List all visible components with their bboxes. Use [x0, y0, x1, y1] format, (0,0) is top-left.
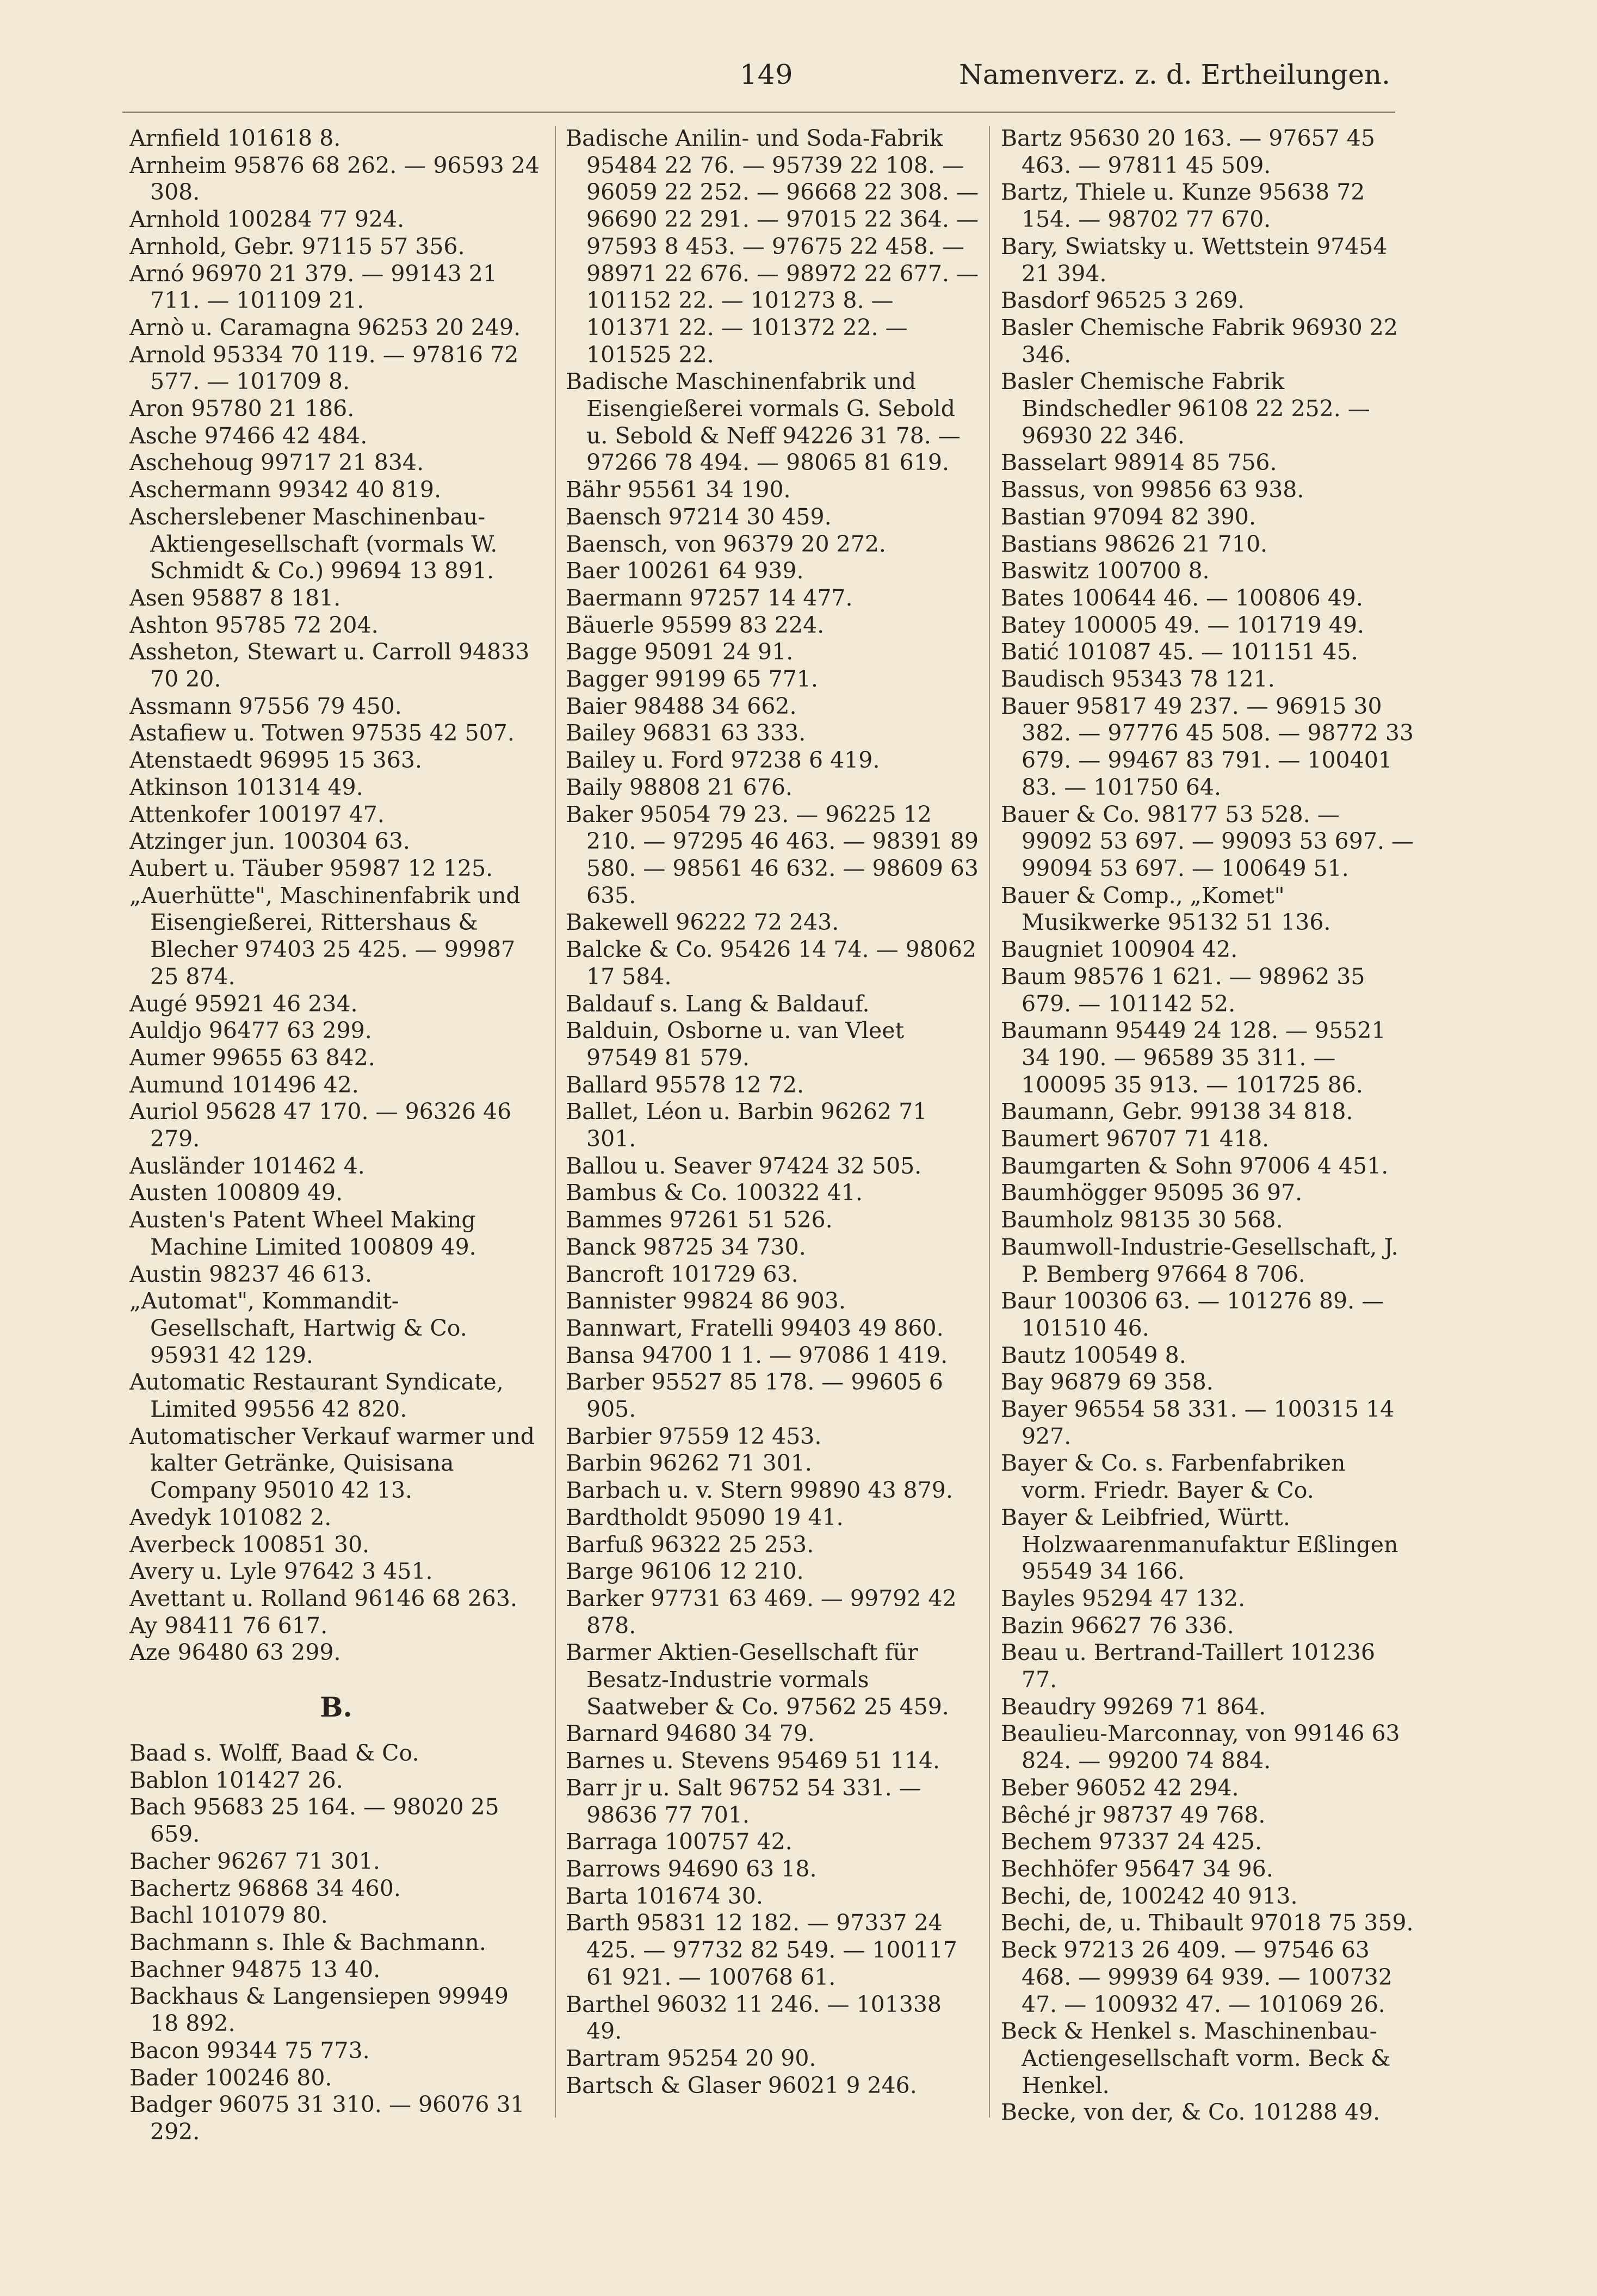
index-entry: Badische Anilin- und Soda-Fabrik 95484 22 76. — 95739 22 108. — 96059 22 252. — 96668 22 308. — 96690 22 291. — 97015 22 364. — 97593 8 453. — 97675 22 458. — 98971 22 676. — 98972 22 677. — 101152 22. — 101273 8. — 101371 22. — 101372 22. — 101525 22. [566, 125, 986, 368]
index-entry: Badger 96075 31 310. — 96076 31 292. [129, 2091, 532, 2145]
index-entry: Bartz, Thiele u. Kunze 95638 72 154. — 98702 77 670. [1001, 179, 1372, 233]
index-entry: Bechi, de, u. Thibault 97018 75 359. [1001, 1910, 1414, 1936]
index-entry: Assheton, Stewart u. Carroll 94833 70 20. [129, 639, 537, 693]
index-entry: Austin 98237 46 613. [129, 1261, 373, 1287]
index-entry: Auriol 95628 47 170. — 96326 46 279. [129, 1098, 519, 1152]
index-entry: Bachl 101079 80. [129, 1902, 328, 1929]
index-entry: Asche 97466 42 484. [129, 422, 368, 449]
index-entry: Barthel 96032 11 246. — 101338 49. [566, 1991, 949, 2045]
index-entry: Bacher 96267 71 301. [129, 1848, 380, 1874]
index-entry: Bastians 98626 21 710. [1001, 530, 1268, 557]
index-entry: Ballet, Léon u. Barbin 96262 71 301. [566, 1098, 934, 1152]
column-divider [555, 126, 556, 2118]
index-entry: Arnò u. Caramagna 96253 20 249. [129, 314, 521, 341]
index-entry: Baensch 97214 30 459. [566, 503, 832, 530]
running-head: Namenverz. z. d. Ertheilungen. [959, 59, 1390, 90]
index-entry: Bakewell 96222 72 243. [566, 909, 839, 936]
index-entry: Barker 97731 63 469. — 99792 42 878. [566, 1585, 964, 1639]
index-entry: Bay 96879 69 358. [1001, 1369, 1214, 1396]
index-entry: Bardtholdt 95090 19 41. [566, 1504, 844, 1530]
index-entry: Bazin 96627 76 336. [1001, 1612, 1234, 1639]
index-entry: Arnold 95334 70 119. — 97816 72 577. — 101709 8. [129, 341, 526, 395]
index-entry: Attenkofer 100197 47. [129, 801, 385, 828]
index-entry: Baad s. Wolff, Baad & Co. [129, 1740, 419, 1767]
index-entry: Aron 95780 21 186. [129, 396, 355, 422]
index-entry: Bartsch & Glaser 96021 9 246. [566, 2072, 917, 2099]
index-entry: Bautz 100549 8. [1001, 1342, 1186, 1368]
index-entry: Becke, von der, & Co. 101288 49. [1001, 2099, 1381, 2126]
index-entry: Augé 95921 46 234. [129, 990, 358, 1017]
index-entry: Ballou u. Seaver 97424 32 505. [566, 1152, 922, 1179]
index-entry: Baumhögger 95095 36 97. [1001, 1180, 1303, 1206]
index-entry: Balcke & Co. 95426 14 74. — 98062 17 584. [566, 936, 984, 990]
index-entry: Barge 96106 12 210. [566, 1558, 804, 1585]
header-rule [122, 112, 1395, 113]
index-entry: Baldauf s. Lang & Baldauf. [566, 990, 870, 1017]
index-entry: Barfuß 96322 25 253. [566, 1531, 814, 1558]
index-entry: Baer 100261 64 939. [566, 558, 804, 584]
index-entry: Bauer & Co. 98177 53 528. — 99092 53 697. — 99093 53 697. — 99094 53 697. — 100649 51. [1001, 801, 1421, 881]
index-entry: Baier 98488 34 662. [566, 693, 797, 719]
index-entry: Bayer & Leibfried, Württ. Holzwaarenmanufaktur Eßlingen 95549 34 166. [1001, 1504, 1406, 1585]
index-entry: Bary, Swiatsky u. Wettstein 97454 21 394. [1001, 233, 1395, 287]
index-entry: „Automat", Kommandit-Gesellschaft, Hartwig & Co. 95931 42 129. [129, 1288, 474, 1368]
index-entry: Beck 97213 26 409. — 97546 63 468. — 99939 64 939. — 100732 47. — 100932 47. — 101069 26. [1001, 1937, 1400, 2017]
index-entry: Bailey u. Ford 97238 6 419. [566, 747, 880, 774]
index-entry: Baugniet 100904 42. [1001, 936, 1238, 963]
index-entry: Beaulieu-Marconnay, von 99146 63 824. — 99200 74 884. [1001, 1720, 1407, 1774]
index-entry: Baermann 97257 14 477. [566, 584, 853, 611]
index-entry: Bechem 97337 24 425. [1001, 1829, 1262, 1855]
index-entry: Bachner 94875 13 40. [129, 1956, 381, 1983]
index-entry: Barbier 97559 12 453. [566, 1423, 822, 1449]
index-entry: Bauer & Comp., „Komet" Musikwerke 95132 51 136. [1001, 882, 1331, 936]
index-entry: Bartram 95254 20 90. [566, 2045, 816, 2071]
index-entry: Bambus & Co. 100322 41. [566, 1180, 863, 1206]
index-entry: Avedyk 101082 2. [129, 1504, 332, 1530]
index-entry: Avettant u. Rolland 96146 68 263. [129, 1585, 518, 1612]
index-entry: Barth 95831 12 182. — 97337 24 425. — 97732 82 549. — 100117 61 921. — 100768 61. [566, 1910, 964, 1990]
index-entry: Bader 100246 80. [129, 2064, 332, 2091]
index-entry: Assmann 97556 79 450. [129, 693, 402, 719]
index-entry: Bannister 99824 86 903. [566, 1288, 846, 1314]
index-entry: Asen 95887 8 181. [129, 584, 341, 611]
index-entry: Baker 95054 79 23. — 96225 12 210. — 97295 46 463. — 98391 89 580. — 98561 46 632. — 98609 63 635. [566, 801, 986, 909]
index-entry: Automatic Restaurant Syndicate, Limited 99556 42 820. [129, 1369, 511, 1423]
index-entry: Basler Chemische Fabrik 96930 22 346. [1001, 314, 1405, 368]
index-entry: Bablon 101427 26. [129, 1767, 343, 1793]
index-entry: Bansa 94700 1 1. — 97086 1 419. [566, 1342, 948, 1368]
index-entry: Bates 100644 46. — 100806 49. [1001, 584, 1363, 611]
index-entry: Ascherslebener Maschinenbau-Aktiengesellschaft (vormals W. Schmidt & Co.) 99694 13 891. [129, 503, 505, 584]
index-entry: Arnheim 95876 68 262. — 96593 24 308. [129, 152, 547, 206]
index-entry: Bayer & Co. s. Farbenfabriken vorm. Friedr. Bayer & Co. [1001, 1450, 1353, 1504]
index-entry: Bagge 95091 24 91. [566, 639, 794, 665]
index-entry: Barbach u. v. Stern 99890 43 879. [566, 1477, 953, 1504]
index-column-1 [129, 125, 547, 2146]
index-entry: Baensch, von 96379 20 272. [566, 530, 886, 557]
index-entry: Bacon 99344 75 773. [129, 2037, 370, 2064]
index-entry: Basdorf 96525 3 269. [1001, 287, 1245, 314]
index-entry: Baily 98808 21 676. [566, 774, 793, 800]
index-entry: Bartz 95630 20 163. — 97657 45 463. — 97811 45 509. [1001, 125, 1382, 178]
index-entry: Badische Maschinenfabrik und Eisengießerei vormals G. Sebold u. Sebold & Neff 94226 31 78. — 97266 78 494. — 98065 81 619. [566, 368, 968, 476]
index-entry: Barrows 94690 63 18. [566, 1856, 817, 1882]
index-entry: Beaudry 99269 71 864. [1001, 1693, 1266, 1720]
index-entry: Atenstaedt 96995 15 363. [129, 747, 422, 774]
index-entry: Averbeck 100851 30. [129, 1531, 370, 1558]
index-entry: Ausländer 101462 4. [129, 1152, 365, 1179]
index-entry: Aschehoug 99717 21 834. [129, 449, 424, 476]
index-entry: Bachertz 96868 34 460. [129, 1875, 401, 1902]
index-entry: Bannwart, Fratelli 99403 49 860. [566, 1314, 944, 1341]
index-entry: Bäuerle 95599 83 224. [566, 612, 825, 638]
index-entry: Batey 100005 49. — 101719 49. [1001, 612, 1365, 638]
index-entry: Baum 98576 1 621. — 98962 35 679. — 101142 52. [1001, 963, 1372, 1017]
index-entry: Bechi, de, 100242 40 913. [1001, 1883, 1298, 1909]
index-entry: Bayles 95294 47 132. [1001, 1585, 1246, 1612]
index-entry: Beck & Henkel s. Maschinenbau-Actiengesellschaft vorm. Beck & Henkel. [1001, 2018, 1398, 2099]
index-entry: Aze 96480 63 299. [129, 1639, 341, 1666]
index-entry: Austen's Patent Wheel Making Machine Limited 100809 49. [129, 1207, 483, 1260]
index-entry: Arnhold 100284 77 924. [129, 206, 405, 233]
index-entry: Bancroft 101729 63. [566, 1261, 799, 1287]
index-entry: Bachmann s. Ihle & Bachmann. [129, 1929, 486, 1955]
index-entry: Basselart 98914 85 756. [1001, 449, 1277, 476]
index-entry: Barber 95527 85 178. — 99605 6 905. [566, 1369, 950, 1423]
index-entry: Baumholz 98135 30 568. [1001, 1207, 1283, 1233]
index-entry: Banck 98725 34 730. [566, 1233, 806, 1260]
index-entry: „Auerhütte", Maschinenfabrik und Eisengießerei, Rittershaus & Blecher 97403 25 425. — 99987 25 874. [129, 882, 528, 990]
index-entry: Baumert 96707 71 418. [1001, 1126, 1270, 1152]
index-entry: Barta 101674 30. [566, 1883, 763, 1909]
page-number: 149 [740, 59, 794, 90]
index-entry: Avery u. Lyle 97642 3 451. [129, 1558, 433, 1585]
index-entry: Barnard 94680 34 79. [566, 1720, 815, 1747]
index-entry: Aumer 99655 63 842. [129, 1044, 375, 1071]
index-entry: Baumann, Gebr. 99138 34 818. [1001, 1098, 1353, 1125]
index-entry: Ballard 95578 12 72. [566, 1071, 804, 1098]
column-divider [989, 126, 990, 2118]
index-entry: Aubert u. Täuber 95987 12 125. [129, 855, 493, 881]
index-entry: Barmer Aktien-Gesellschaft für Besatz-Industrie vormals Saatweber & Co. 97562 25 459. [566, 1639, 949, 1720]
index-entry: Backhaus & Langensiepen 99949 18 892. [129, 1983, 516, 2037]
index-entry: Baur 100306 63. — 101276 89. — 101510 46. [1001, 1288, 1391, 1341]
index-entry: Astafiew u. Totwen 97535 42 507. [129, 720, 515, 746]
index-entry: Arnó 96970 21 379. — 99143 21 711. — 101109 21. [129, 260, 505, 314]
index-entry: Batić 101087 45. — 101151 45. [1001, 639, 1358, 665]
index-entry: Bagger 99199 65 771. [566, 666, 818, 693]
index-entry: Automatischer Verkauf warmer und kalter Getränke, Quisisana Company 95010 42 13. [129, 1423, 542, 1504]
index-entry: Bailey 96831 63 333. [566, 720, 806, 746]
index-entry: Arnfield 101618 8. [129, 125, 341, 151]
index-entry: Basler Chemische Fabrik Bindschedler 96108 22 252. — 96930 22 346. [1001, 368, 1377, 449]
index-entry: Barnes u. Stevens 95469 51 114. [566, 1748, 940, 1774]
index-entry: Bayer 96554 58 331. — 100315 14 927. [1001, 1396, 1402, 1449]
index-entry: Ashton 95785 72 204. [129, 612, 379, 638]
index-entry: Bauer 95817 49 237. — 96915 30 382. — 97776 45 508. — 98772 33 679. — 99467 83 791. — 100401 83. — 101750 64. [1001, 693, 1421, 800]
index-entry: Auldjo 96477 63 299. [129, 1017, 372, 1044]
index-entry: Atzinger jun. 100304 63. [129, 828, 410, 855]
index-entry: Bach 95683 25 164. — 98020 25 659. [129, 1794, 506, 1848]
index-entry: Baumgarten & Sohn 97006 4 451. [1001, 1152, 1389, 1179]
index-entry: Barr jr u. Salt 96752 54 331. — 98636 77 701. [566, 1774, 929, 1828]
index-entry: Bammes 97261 51 526. [566, 1207, 833, 1233]
index-column-3 [1001, 125, 1421, 2126]
index-entry: Beau u. Bertrand-Taillert 101236 77. [1001, 1639, 1383, 1693]
index-entry: Beber 96052 42 294. [1001, 1774, 1239, 1801]
index-entry: Barbin 96262 71 301. [566, 1450, 812, 1477]
index-entry: Bastian 97094 82 390. [1001, 503, 1256, 530]
index-entry: Bechhöfer 95647 34 96. [1001, 1856, 1273, 1882]
index-entry: Bassus, von 99856 63 938. [1001, 477, 1304, 503]
index-entry: Baudisch 95343 78 121. [1001, 666, 1275, 693]
index-entry: Austen 100809 49. [129, 1180, 343, 1206]
index-entry: Baumwoll-Industrie-Gesellschaft, J. P. Bemberg 97664 8 706. [1001, 1233, 1406, 1287]
index-entry: Aschermann 99342 40 819. [129, 477, 441, 503]
index-entry: Arnhold, Gebr. 97115 57 356. [129, 233, 465, 260]
index-column-2 [566, 125, 986, 2099]
index-entry: Ay 98411 76 617. [129, 1612, 328, 1639]
index-entry: Balduin, Osborne u. van Vleet 97549 81 579. [566, 1017, 912, 1071]
index-entry: Baumann 95449 24 128. — 95521 34 190. — 96589 35 311. — 100095 35 913. — 101725 86. [1001, 1017, 1393, 1098]
index-entry: Bêché jr 98737 49 768. [1001, 1801, 1266, 1828]
index-entry: Aumund 101496 42. [129, 1071, 359, 1098]
index-entry: Atkinson 101314 49. [129, 774, 363, 800]
index-entry: Baswitz 100700 8. [1001, 558, 1210, 584]
index-entry: Barraga 100757 42. [566, 1829, 793, 1855]
section-heading: B. [320, 1691, 352, 1724]
index-entry: Bähr 95561 34 190. [566, 477, 791, 503]
